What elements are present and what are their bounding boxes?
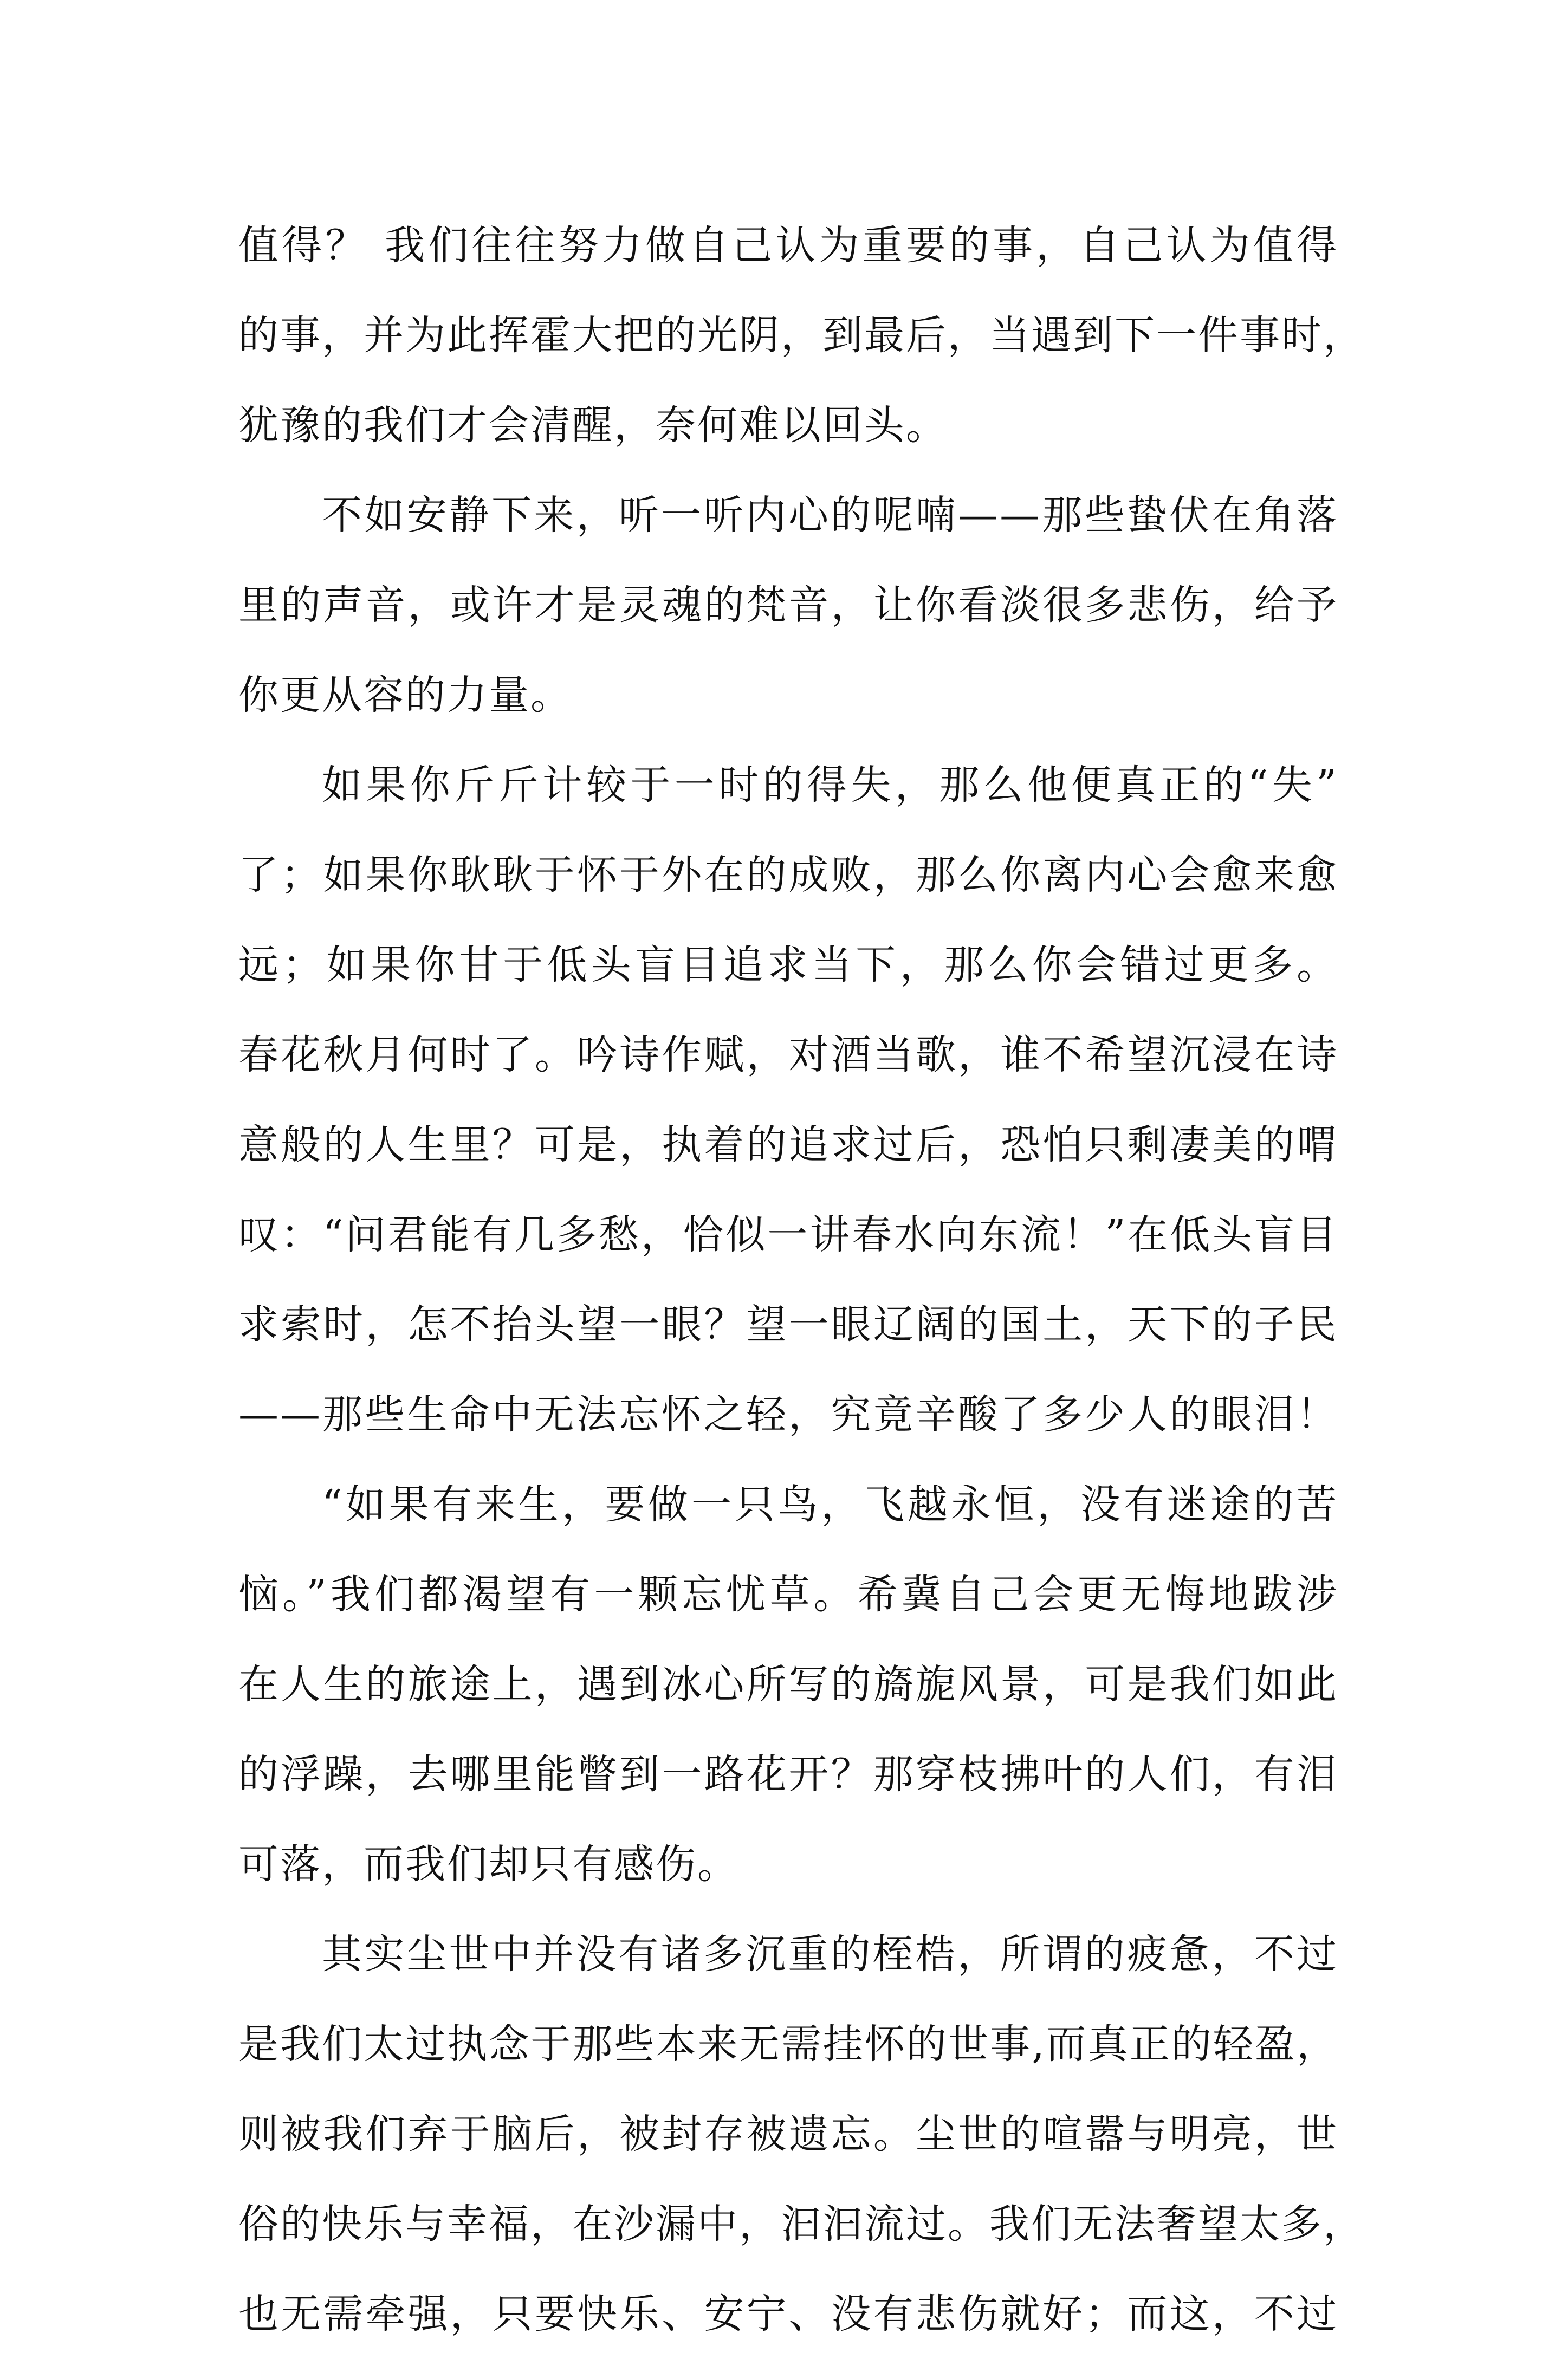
paragraph-4: [238, 1460, 1338, 1909]
text-line: 值得？ 我们往往努力做自己认为重要的事，自己认为值得: [238, 222, 1338, 269]
essay-text: [238, 200, 1365, 2359]
text-line: 春花秋月何时了。吟诗作赋，对酒当歌，谁不希望沉浸在诗: [238, 1032, 1338, 1078]
paragraph-2: [238, 470, 1338, 740]
text-line: 的浮躁，去哪里能瞥到一路花开？那穿枝拂叶的人们，有泪: [238, 1751, 1338, 1798]
paragraph-3: [238, 740, 1338, 1460]
text-line: 犹豫的我们才会清醒，奈何难以回头。: [238, 402, 948, 449]
text-line: 如果你斤斤计较于一时的得失，那么他便真正的“失”: [322, 762, 1338, 808]
text-line: 你更从容的力量。: [238, 672, 572, 718]
text-line: 其实尘世中并没有诸多沉重的桎梏，所谓的疲惫，不过: [322, 1931, 1338, 1978]
text-line: 叹：“问君能有几多愁，恰似一讲春水向东流！”在低头盲目: [238, 1211, 1338, 1258]
text-line: 是我们太过执念于那些本来无需挂怀的世事,而真正的轻盈，: [238, 2021, 1338, 2068]
text-line: 远；如果你甘于低头盲目追求当下，那么你会错过更多。: [238, 942, 1338, 988]
text-line: 可落，而我们却只有感伤。: [238, 1841, 739, 1888]
text-line: 意般的人生里？可是，执着的追求过后，恐怕只剩凄美的喟: [238, 1122, 1338, 1168]
paragraph-1: [238, 200, 1365, 470]
text-line: 也无需牵强，只要快乐、安宁、没有悲伤就好；而这，不过: [238, 2291, 1338, 2337]
text-line: ——那些生命中无法忘怀之轻，究竟辛酸了多少人的眼泪！: [238, 1391, 1338, 1438]
text-line: 了；如果你耿耿于怀于外在的成败，那么你离内心会愈来愈: [238, 852, 1338, 898]
text-line: 恼。”我们都渴望有一颗忘忧草。希冀自己会更无悔地跋涉: [238, 1571, 1338, 1618]
text-line: 求索时，怎不抬头望一眼？望一眼辽阔的国土，天下的子民: [238, 1301, 1338, 1348]
text-line: 在人生的旅途上，遇到冰心所写的旖旎风景，可是我们如此: [238, 1661, 1338, 1708]
text-line: 的事，并为此挥霍大把的光阴，到最后，当遇到下一件事时，: [238, 312, 1365, 359]
text-line: 则被我们弃于脑后，被封存被遗忘。尘世的喧嚣与明亮，世: [238, 2111, 1338, 2157]
text-line: 里的声音，或许才是灵魂的梵音，让你看淡很多悲伤，给予: [238, 582, 1338, 628]
text-line: “如果有来生，要做一只鸟，飞越永恒，没有迷途的苦: [322, 1481, 1338, 1528]
paragraph-5: [238, 1909, 1365, 2359]
text-line: 俗的快乐与幸福，在沙漏中，汩汩流过。我们无法奢望太多，: [238, 2201, 1365, 2247]
text-line: 不如安静下来，听一听内心的呢喃——那些蛰伏在角落: [322, 492, 1338, 539]
